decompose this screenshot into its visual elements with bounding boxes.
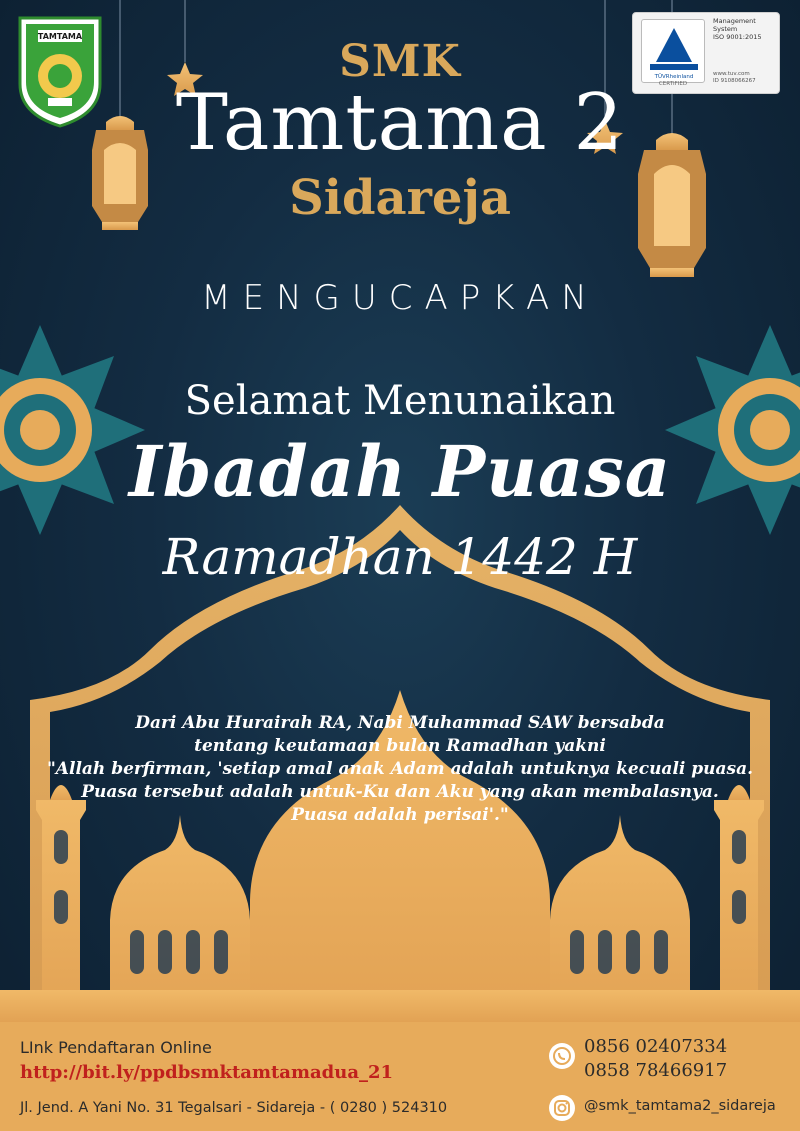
school-address: Jl. Jend. A Yani No. 31 Tegalsari - Sidareja - ( 0280 ) 524310: [20, 1100, 448, 1116]
hadith-line: "Allah berfirman, 'setiap amal anak Adam adalah untuknya kecuali puasa.: [46, 759, 754, 779]
school-title-city: Sidareja: [289, 170, 511, 226]
school-title-name: Tamtama 2: [175, 78, 625, 168]
iso-certified: CERTIFIED: [658, 81, 688, 87]
instagram-icon: [548, 1094, 576, 1122]
greeting-intro: MENGUCAPKAN: [201, 278, 599, 318]
iso-line2: System: [713, 25, 738, 33]
iso-url: www.tuv.com: [713, 71, 750, 77]
greeting-line3: Ramadhan 1442 H: [162, 528, 638, 586]
hadith-line: Puasa tersebut adalah untuk-Ku dan Aku yang akan membalasnya.: [81, 782, 719, 802]
hadith-line: tentang keutamaan bulan Ramadhan yakni: [194, 736, 606, 756]
iso-line1: Management: [713, 17, 756, 25]
iso-line3: ISO 9001:2015: [713, 33, 762, 41]
iso-id: ID 9108066267: [713, 78, 756, 84]
registration-label: LInk Pendaftaran Online: [20, 1038, 212, 1057]
whatsapp-icon: [548, 1042, 576, 1070]
hadith-line: Dari Abu Hurairah RA, Nabi Muhammad SAW bersabda: [135, 713, 665, 733]
registration-link[interactable]: http://bit.ly/ppdbsmktamtamadua_21: [20, 1062, 394, 1083]
greeting-line2: Ibadah Puasa: [128, 430, 672, 513]
school-title-smk: SMK: [339, 36, 461, 87]
hadith-line: Puasa adalah perisai'.": [291, 805, 509, 825]
phone-number-1: 0856 02407334: [584, 1036, 728, 1057]
greeting-line1: Selamat Menunaikan: [184, 378, 616, 424]
hadith-text: [40, 712, 760, 827]
tuv-brand: TÜVRheinland: [654, 74, 694, 80]
phone-number-2: 0858 78466917: [584, 1060, 728, 1081]
logo-label: TAMTAMA: [37, 32, 83, 41]
instagram-handle[interactable]: @smk_tamtama2_sidareja: [584, 1098, 776, 1114]
